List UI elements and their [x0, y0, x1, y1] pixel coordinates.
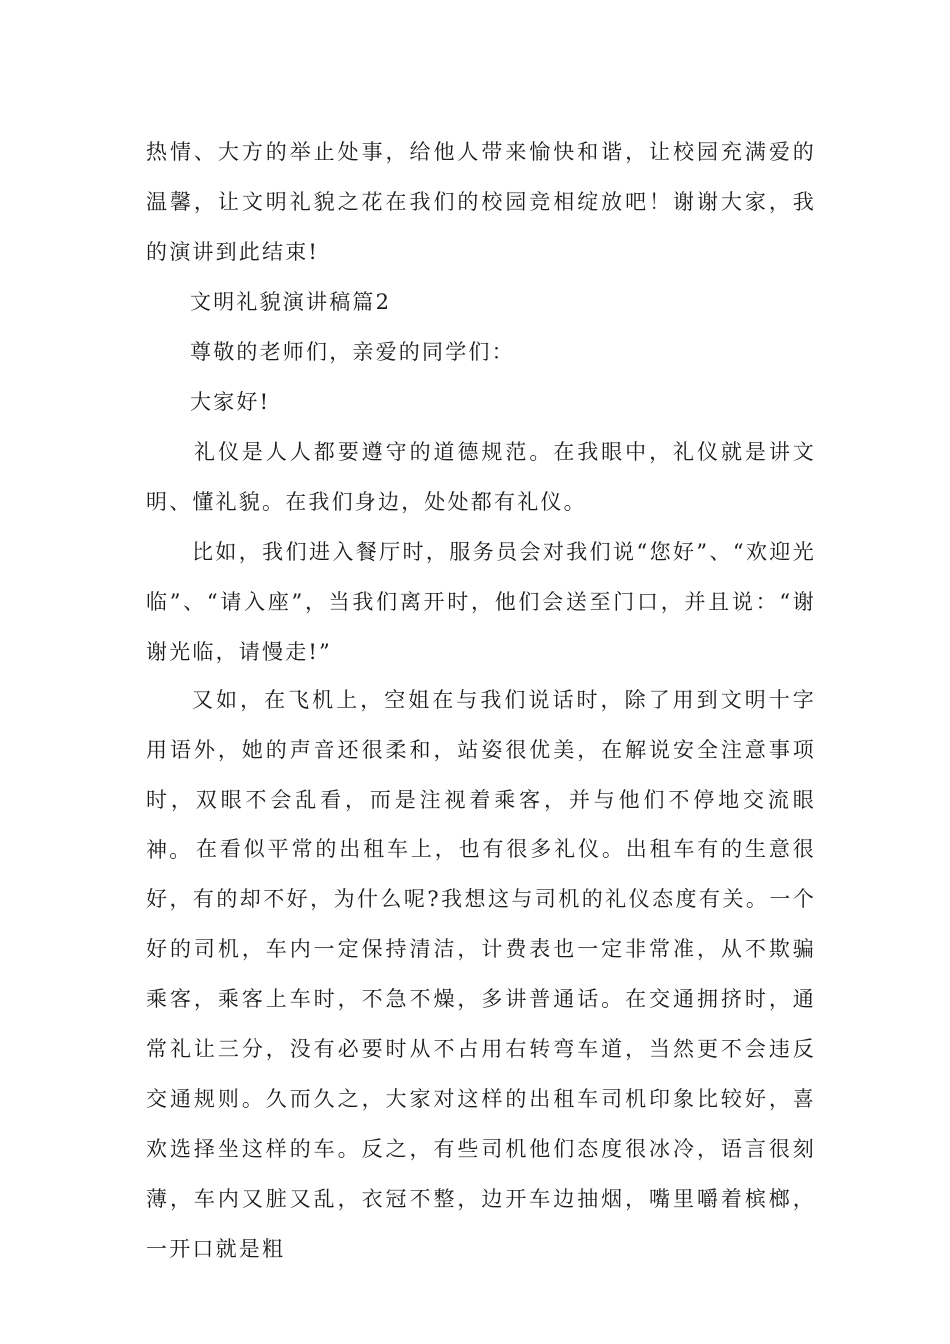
section-heading: 文明礼貌演讲稿篇2 — [190, 290, 392, 314]
greeting: 大家好! — [190, 390, 271, 414]
paragraph-taxi: 在看似平常的出租车上，也有很多礼仪。出租车有的生意很好，有的却不好，为什么呢?我想这与司机的礼仪态度有关。一个好的司机，车内一定保持清洁，计费表也一定非常准，从不欺骗乘客，乘客上车时，不急不燥，多讲普通话。在交通拥挤时，通常礼让三分，没有必要时从不占用右转弯车道，当然更不会违反交通规则。久而久之，大家对这样的出租车司机印象比较好，喜欢选择坐这样的车。反之，有些司机他们态度很冰冷，语言很刻薄，车内又脏又乱，衣冠不整，边开车边抽烟，嘴里嚼着槟榔，一开口就是粗 — [146, 837, 816, 1261]
salutation: 尊敬的老师们，亲爱的同学们： — [190, 340, 515, 364]
paragraph-restaurant: 比如，我们进入餐厅时，服务员会对我们说“您好”、“欢迎光临”、“请入座”，当我们离开时，他们会送至门口，并且说：“谢谢光临，请慢走!” — [146, 540, 816, 664]
paragraph-airplane: 又如，在飞机上，空姐在与我们说话时，除了用到文明十字用语外，她的声音还很柔和，站姿很优美，在解说安全注意事项时，双眼不会乱看，而是注视着乘客，并与他们不停地交流眼神。 — [146, 688, 816, 862]
paragraph-closing: 热情、大方的举止处事，给他人带来愉快和谐，让校园充满爱的温馨，让文明礼貌之花在我们的校园竞相绽放吧！谢谢大家，我的演讲到此结束! — [146, 140, 816, 264]
paragraph-etiquette: 礼仪是人人都要遵守的道德规范。在我眼中，礼仪就是讲文明、懂礼貌。在我们身边，处处都有礼仪。 — [146, 440, 816, 514]
